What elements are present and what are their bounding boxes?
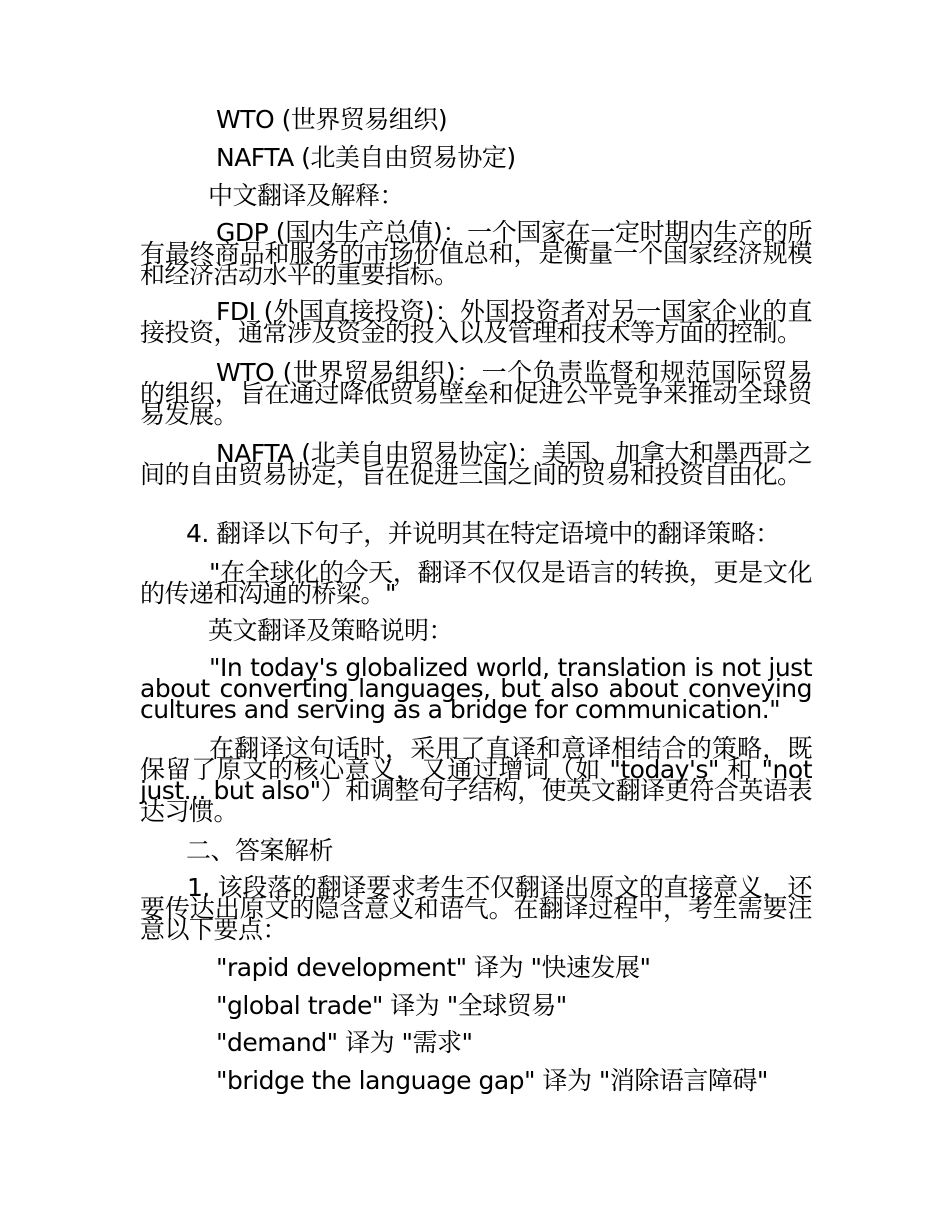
english-translation: "In today's globalized world, translation is not just about converting languages, but also about conveying cultures and serving as a bridge for communication." xyxy=(140,653,812,724)
org-line-nafta: NAFTA (北美自由贸易协定) xyxy=(216,143,516,172)
point-global-trade: "global trade" 译为 "全球贸易" xyxy=(216,991,567,1020)
point-bridge-gap: "bridge the language gap" 译为 "消除语言障碍" xyxy=(216,1066,768,1095)
section-2-title: 二、答案解析 xyxy=(186,836,334,865)
point-demand: "demand" 译为 "需求" xyxy=(216,1028,473,1057)
definition-wto: WTO (世界贸易组织)：一个负责监督和规范国际贸易的组织，旨在通过降低贸易壁垒和促进公平竞争来推动全球贸易发展。 xyxy=(140,358,812,429)
chinese-translation-heading: 中文翻译及解释： xyxy=(208,181,405,210)
definition-gdp: GDP (国内生产总值)：一个国家在一定时期内生产的所有最终商品和服务的市场价值总和，是衡量一个国家经济规模和经济活动水平的重要指标。 xyxy=(140,218,812,289)
definition-nafta: NAFTA (北美自由贸易协定)：美国、加拿大和墨西哥之间的自由贸易协定，旨在促进三国之间的贸易和投资自由化。 xyxy=(140,439,812,489)
definition-fdi: FDI (外国直接投资)：外国投资者对另一国家企业的直接投资，通常涉及资金的投入以及管理和技术等方面的控制。 xyxy=(140,297,812,347)
source-sentence: "在全球化的今天，翻译不仅仅是语言的转换，更是文化的传递和沟通的桥梁。" xyxy=(140,558,812,608)
english-translation-heading: 英文翻译及策略说明： xyxy=(208,616,454,645)
point-rapid-development: "rapid development" 译为 "快速发展" xyxy=(216,953,651,982)
org-line-wto: WTO (世界贸易组织) xyxy=(216,105,448,134)
strategy-explanation: 在翻译这句话时，采用了直译和意译相结合的策略，既保留了原文的核心意义，又通过增词（如 "today's" 和 "not just... but also"）和调整句子结构，使英文翻译更符合英语表达习惯。 xyxy=(140,734,812,826)
question-4: 4. 翻译以下句子，并说明其在特定语境中的翻译策略： xyxy=(186,519,780,548)
answer-1: 1. 该段落的翻译要求考生不仅翻译出原文的直接意义，还要传达出原文的隐含意义和语气。在翻译过程中，考生需要注意以下要点： xyxy=(140,873,812,944)
